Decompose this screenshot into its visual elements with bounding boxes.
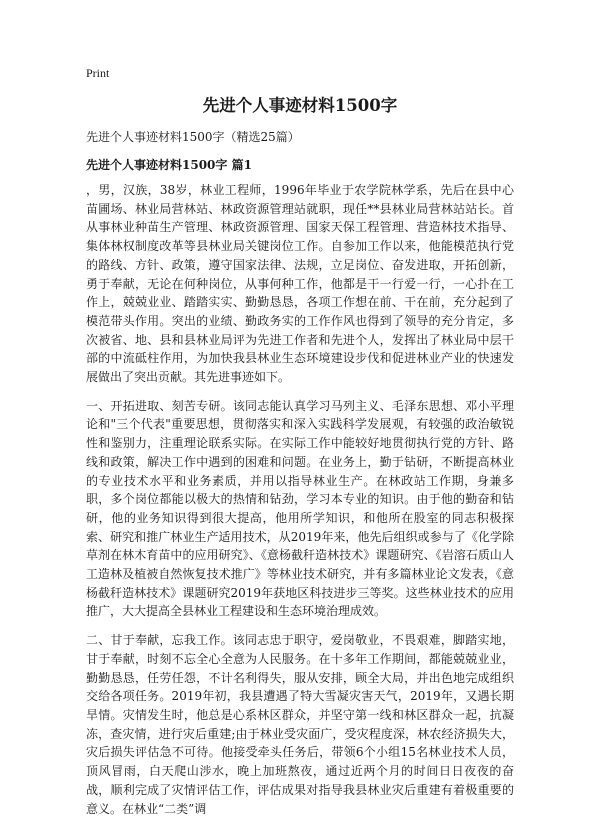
document-title: 先进个人事迹材料1500字 bbox=[202, 96, 398, 115]
paragraph-section-two: 二、甘于奉献，忘我工作。该同志忠于职守，爱岗敬业，不畏艰难，脚踏实地，甘于奉献，时刻不忘全心全意为人民服务。在十多年工作期间，都能兢兢业业，勤勤恳恳，任劳任怨，不计名利得失，服从安排，顾全大局，并出色地完成组织交给各项任务。2019年初，我县遭遇了特大雪凝灾害天气，2019年，又遇长期旱情。灾情发生时，他总是心系林区群众，并坚守第一线和林区群众一起，抗凝冻，查灾情，进行灾后重建;由于林业受灾面广，受灾程度深，林农经济损失大，灾后损失评估急不可待。他接受牵头任务后，带领6个小组15名林业技术人员，顶风冒雨，白天爬山涉水，晚上加班熬夜，通过近两个月的时间日日夜夜的奋战，顺利完成了灾情评估工作，评估成果对指导我县林业灾后重建有着极重要的意义。在林业“二类”调 bbox=[86, 633, 514, 816]
section-heading: 先进个人事迹材料1500字 篇1 bbox=[86, 158, 252, 172]
print-label: Print bbox=[86, 66, 110, 80]
paragraph-section-one: 一、开拓进取、刻苦专研。该同志能认真学习马列主义、毛泽东思想、邓小平理论和"三个代表"重要思想，贯彻落实和深入实践科学发展观，有较强的政治敏锐性和鉴别力，注重理论联系实际。在实际工作中能较好地贯彻执行党的方针、路线和政策，解决工作中遇到的困难和问题。在业务上，勤于钻研，不断提高林业的专业技术水平和业务素质，并用以指导林业生产。在林政站工作期，身兼多职，多个岗位都能以极大的热情和钻劲，学习本专业的知识。由于他的勤奋和钻研，他的业务知识得到很大提高，他用所学知识，和他所在股室的同志积极探索、研究和推广林业生产适用技术，从2019年来，他先后组织或参与了《化学除草剂在林木育苗中的应用研究》、《意杨截秆造林技术》课题研究、《岩溶石质山人工造林及植被自然恢复技术推广》等林业技术研究，并有多篇林业论文发表，《意杨截秆造林技术》课题研究2019年获地区科技进步三等奖。这些林业技术的应用推广，大大提高全县林业工程建设和生态环境治理成效。 bbox=[86, 398, 514, 619]
paragraph-intro: ，男，汉族，38岁，林业工程师，1996年毕业于农学院林学系，先后在县中心苗圃场、林业局营林站、林政资源管理站就职，现任**县林业局营林站站长。首从事林业种苗生产管理、林政资源管理、国家天保工程管理、营造林技术指导、集体林权制度改革等县林业局关键岗位工作。自参加工作以来，他能模范执行党的路线、方针、政策，遵守国家法律、法规，立足岗位、奋发进取，开拓创新，勇于奉献，无论在何种岗位，从事何种工作，他都是干一行爱一行，一心扑在工作上，兢兢业业、踏踏实实、勤勤恳恳，各项工作想在前、干在前，充分起到了模范带头作用。突出的业绩、勤政务实的工作作风也得到了领导的充分肯定，多次被省、地、县和县林业局评为先进工作者和先进个人，发挥出了林业局中层干部的中流砥柱作用，为加快我县林业生态环境建设步伐和促进林业产业的快速发展做出了突出贡献。其先进事迹如下。 bbox=[86, 183, 514, 385]
document-subtitle: 先进个人事迹材料1500字（精选25篇） bbox=[86, 130, 300, 144]
